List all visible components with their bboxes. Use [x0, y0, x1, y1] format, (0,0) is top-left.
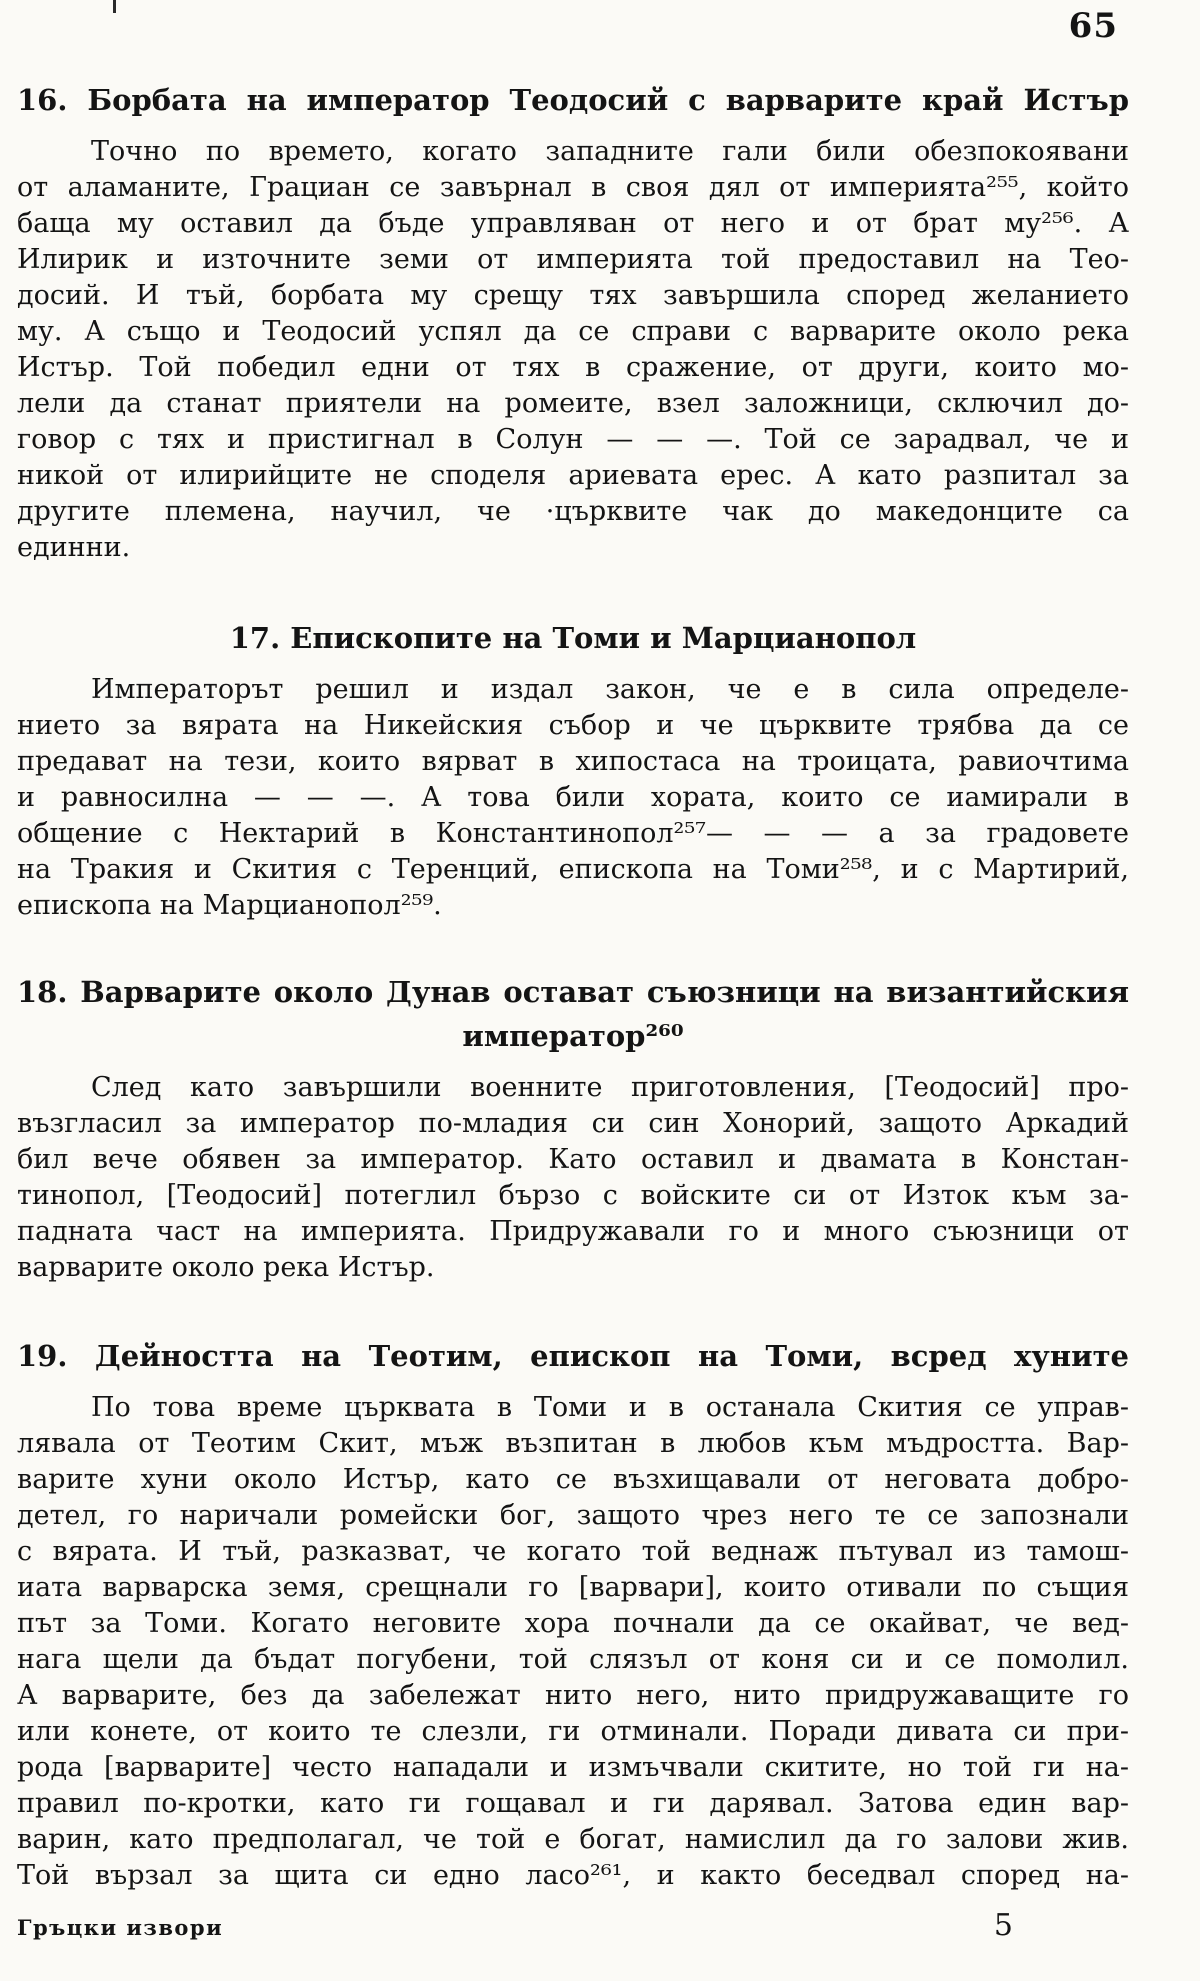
text-line: нието за вярата на Никейския събор и че църквите трябва да се	[17, 710, 1129, 741]
text-line: с вярата. И тъй, разказват, че когато той веднаж пътувал из тамош-	[17, 1536, 1129, 1567]
text-line: тинопол, [Теодосий] потеглил бързо с войските си от Изток към за-	[17, 1180, 1129, 1211]
section-19-paragraph	[17, 1390, 1129, 1894]
section-18	[17, 970, 1129, 1286]
text-line: епископа на Марцианопол²⁵⁹.	[17, 890, 442, 921]
text-line: Истър. Той победил едни от тях в сражение, от други, които мо-	[17, 352, 1129, 383]
text-line: Илирик и източните земи от империята той предоставил на Тео-	[17, 244, 1129, 275]
text-line: или конете, от които те слезли, ги отминали. Поради дивата си при-	[17, 1716, 1129, 1747]
text-line: говор с тях и пристигнал в Солун — — —. Той се зарадвал, че и	[17, 424, 1129, 455]
text-line: предават на тези, които вярват в хипостаса на троицата, равиочтима	[17, 746, 1129, 777]
text-line: Той вързал за щита си едно ласо²⁶¹, и както беседвал според на-	[17, 1860, 1129, 1891]
text-line: След като завършили военните приготовления, [Теодосий] про-	[91, 1072, 1129, 1103]
text-line: бил вече обявен за император. Като оставил и двамата в Констан-	[17, 1144, 1129, 1175]
section-17-paragraph	[17, 672, 1129, 924]
page-number: 65	[1068, 6, 1118, 46]
section-16-paragraph	[17, 134, 1129, 566]
text-line: на Тракия и Скития с Теренций, епископа на Томи²⁵⁸, и с Мартирий,	[17, 854, 1129, 885]
text-line: Императорът решил и издал закон, че е в сила определе-	[91, 674, 1129, 705]
text-line: лявала от Теотим Скит, мъж възпитан в любов към мъдростта. Вар-	[17, 1428, 1129, 1459]
text-line: лели да станат приятели на ромеите, взел заложници, сключил до-	[17, 388, 1129, 419]
text-line: другите племена, научил, че ·църквите чак до македонците са	[17, 496, 1129, 527]
scan-artifact	[113, 0, 116, 13]
text-line: никой от илирийците не споделя ариевата ерес. А като разпитал за	[17, 460, 1129, 491]
section-16-heading: 16. Борбата на император Теодосий с варварите край Истър	[17, 83, 1129, 117]
text-line: правил по-кротки, като ги гощавал и ги дарявал. Затова един вар-	[17, 1788, 1129, 1819]
text-line: от аламаните, Грациан се завърнал в своя дял от империята²⁵⁵, който	[17, 172, 1129, 203]
text-line: Точно по времето, когато западните гали били обезпокоявани	[91, 136, 1129, 167]
text-line: детел, го наричали ромейски бог, защото чрез него те се запознали	[17, 1500, 1129, 1531]
section-18-heading-line-2: император²⁶⁰	[462, 1019, 684, 1053]
text-line: общение с Нектарий в Константинопол²⁵⁷— — — а за градовете	[17, 818, 1129, 849]
text-line: иата варварска земя, срещнали го [варвари], които отивали по същия	[17, 1572, 1129, 1603]
text-line: единни.	[17, 532, 131, 563]
text-line: А варварите, без да забележат нито него, нито придружаващите го	[17, 1680, 1129, 1711]
text-line: нага щели да бъдат погубени, той слязъл от коня си и се помолил.	[17, 1644, 1129, 1675]
section-17-heading: 17. Епископите на Томи и Марцианопол	[229, 621, 917, 655]
section-19-heading: 19. Дейността на Теотим, епископ на Томи, всред хуните	[17, 1339, 1129, 1373]
section-18-paragraph	[17, 1070, 1129, 1286]
footer-sheet-number: 5	[993, 1908, 1013, 1943]
text-line: варите хуни около Истър, като се възхищавали от неговата добро-	[17, 1464, 1129, 1495]
text-line: рода [варварите] често нападали и измъчвали скитите, но той ги на-	[17, 1752, 1129, 1783]
page-content	[17, 62, 1129, 1894]
text-line: падната част на империята. Придружавали го и много съюзници от	[17, 1216, 1129, 1247]
text-line: път за Томи. Когато неговите хора почнали да се окайват, че вед-	[17, 1608, 1129, 1639]
text-line: и равносилна — — —. А това били хората, които се иамирали в	[17, 782, 1129, 813]
text-line: варварите около река Истър.	[17, 1252, 435, 1283]
section-18-heading-line-1: 18. Варварите около Дунав остават съюзници на византийския	[17, 975, 1129, 1009]
footer-series-title: Гръцки извори	[17, 1915, 224, 1940]
text-line: варин, като предполагал, че той е богат, намислил да го залови жив.	[17, 1824, 1129, 1855]
text-line: досий. И тъй, борбата му срещу тях завършила според желанието	[17, 280, 1129, 311]
page-footer	[17, 1908, 1129, 1943]
section-17	[17, 616, 1129, 924]
text-line: баща му оставил да бъде управляван от него и от брат му²⁵⁶. А	[17, 208, 1129, 239]
sections	[17, 78, 1129, 1894]
text-line: възгласил за император по-младия си син Хонорий, защото Аркадий	[17, 1108, 1129, 1139]
text-line: По това време църквата в Томи и в останала Скития се управ-	[91, 1392, 1129, 1423]
section-19	[17, 1334, 1129, 1894]
text-line: му. А също и Теодосий успял да се справи с варварите около река	[17, 316, 1129, 347]
section-16	[17, 78, 1129, 566]
